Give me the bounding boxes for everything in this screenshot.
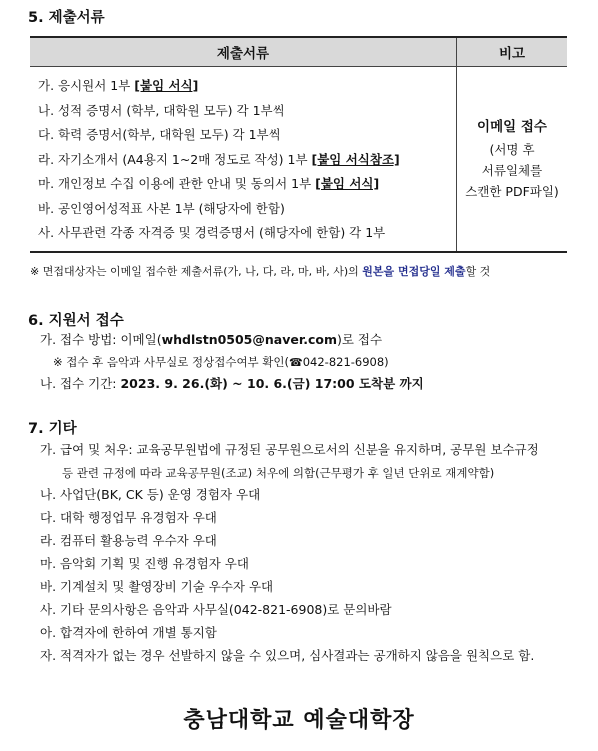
list-item: 사. 기타 문의사항은 음악과 사무실(042-821-6908)로 문의바람 [40,602,392,617]
header-remarks: 비고 [457,37,568,67]
list-item: 라. 자기소개서 (A4용지 1~2매 정도로 작성) 1부 [붙임 서식참조] [38,151,400,167]
list-item: 나. 성적 증명서 (학부, 대학원 모두) 각 1부씩 [38,102,285,118]
list-item: 나. 사업단(BK, CK 등) 운영 경험자 우대 [40,487,261,502]
remarks-cell [457,67,568,252]
documents-table [30,36,567,253]
remark-line: (서명 후 [489,142,535,158]
section-6-title: 6. 지원서 접수 [28,313,124,329]
application-method: 가. 접수 방법: 이메일(whdlstn0505@naver.com)로 접수 [40,332,383,347]
remark-line: 서류일체를 [481,163,543,179]
period-value: 2023. 9. 26.(화) ~ 10. 6.(금) 17:00 도착분 까지 [120,376,424,391]
section-5-title: 5. 제출서류 [28,10,105,26]
list-item: 바. 기계설치 및 촬영장비 기술 우수자 우대 [40,579,274,594]
list-item: 마. 음악회 기획 및 진행 유경험자 우대 [40,556,249,571]
confirm-note: ※ 접수 후 음악과 사무실로 정상접수여부 확인(☎042-821-6908) [53,355,389,369]
list-item: 등 관련 규정에 따라 교육공무원(조교) 처우에 의함(근무평가 후 일년 단위로 재계약함) [62,466,495,480]
email-submission-label: 이메일 접수 [477,119,547,136]
list-item: 가. 급여 및 처우: 교육공무원법에 규정된 공무원으로서의 신분을 유지하며, 공무원 보수규정 [40,442,539,457]
table-body-row [30,67,567,252]
attachment-ref: [붙임 서식] [134,78,199,93]
submission-note: ※ 면접대상자는 이메일 접수한 제출서류(가, 나, 다, 라, 마, 바, 사)의 원본을 면접당일 제출할 것 [30,265,491,278]
table-header-row [30,37,567,67]
list-item: 자. 적격자가 없는 경우 선발하지 않을 수 있으며, 심사결과는 공개하지 않음을 원칙으로 함. [40,648,535,663]
application-period: 나. 접수 기간: 2023. 9. 26.(화) ~ 10. 6.(금) 17:00 도착분 까지 [40,376,424,391]
list-item: 라. 컴퓨터 활용능력 우수자 우대 [40,533,217,548]
attachment-ref: [붙임 서식] [315,176,380,191]
list-item: 바. 공인영어성적표 사본 1부 (해당자에 한함) [38,200,285,216]
attachment-ref: [붙임 서식참조] [311,151,400,167]
list-item: 다. 대학 행정업무 유경험자 우대 [40,510,217,525]
telephone-icon: ☎ [289,356,303,369]
header-documents: 제출서류 [30,37,457,67]
list-item: 아. 합격자에 한하여 개별 통지함 [40,625,217,640]
signature: 충남대학교 예술대학장 [183,708,415,733]
documents-list [30,67,457,252]
list-item: 사. 사무관련 각종 자격증 및 경력증명서 (해당자에 한함) 각 1부 [38,225,386,240]
remark-line: 스캔한 PDF파일) [465,184,559,200]
section-7-title: 7. 기타 [28,421,77,437]
list-item: 다. 학력 증명서(학부, 대학원 모두) 각 1부씩 [38,127,281,142]
list-item: 가. 응시원서 1부 [붙임 서식] [38,78,199,93]
list-item: 마. 개인정보 수집 이용에 관한 안내 및 동의서 1부 [붙임 서식] [38,176,380,191]
email-address: whdlstn0505@naver.com [161,332,337,347]
note-highlight: 원본을 면접당일 제출 [362,265,466,278]
